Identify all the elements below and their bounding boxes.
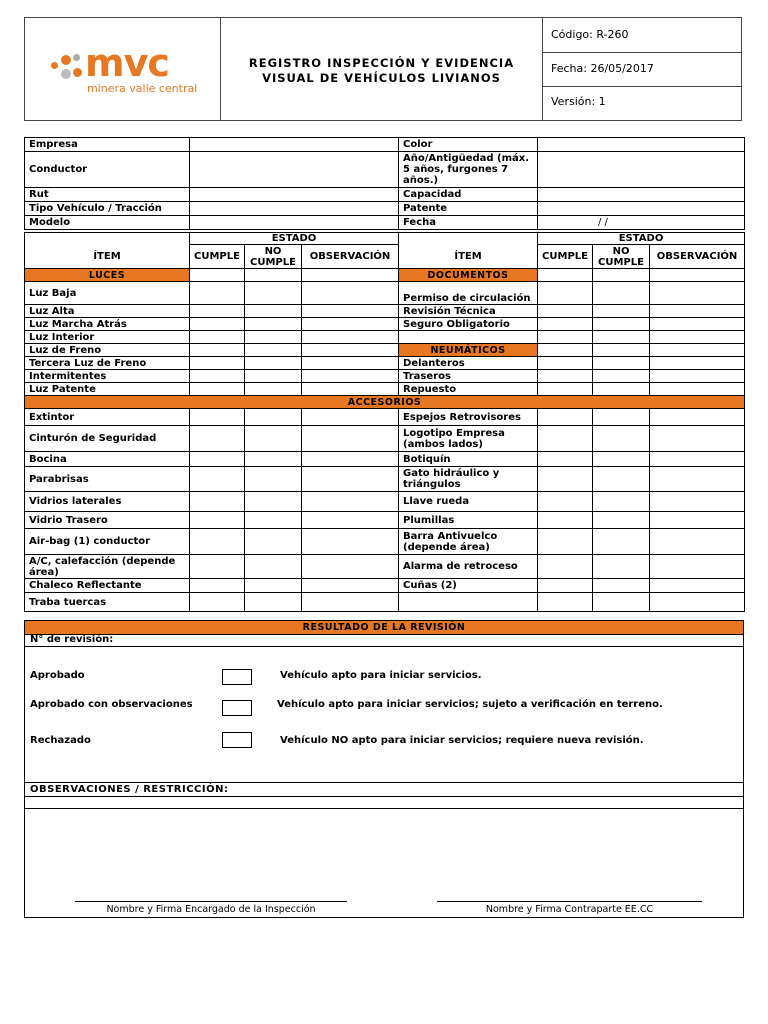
check-cell[interactable] (190, 331, 245, 344)
list-item: Gato hidráulico y triángulos (399, 467, 538, 492)
check-cell[interactable] (190, 426, 245, 452)
field-capacidad[interactable] (538, 188, 745, 202)
no-cumple-header-left: NO CUMPLE (245, 245, 302, 269)
obs-cell[interactable] (302, 370, 399, 383)
check-cell[interactable] (245, 452, 302, 467)
list-item: Botiquín (399, 452, 538, 467)
field-tipo-vehiculo[interactable] (190, 202, 399, 216)
logo-dot (51, 62, 58, 69)
section-neumaticos: NEUMÁTICOS (399, 344, 538, 357)
list-item: Traseros (399, 370, 538, 383)
resultado-title: RESULTADO DE LA REVISIÓN (25, 621, 743, 635)
check-cell[interactable] (190, 318, 245, 331)
rechazado-label: Rechazado (30, 735, 91, 746)
list-item: Bocina (25, 452, 190, 467)
check-cell[interactable] (190, 492, 245, 512)
check-cell[interactable] (593, 282, 650, 305)
label-tipo-vehiculo: Tipo Vehículo / Tracción (25, 202, 190, 216)
label-color: Color (399, 138, 538, 152)
check-cell[interactable] (190, 579, 245, 593)
table-row (25, 529, 745, 555)
list-item: Cinturón de Seguridad (25, 426, 190, 452)
list-item: Luz Baja (25, 282, 190, 305)
check-cell[interactable] (245, 529, 302, 555)
list-item: Barra Antivuelco (depende área) (399, 529, 538, 555)
check-cell[interactable] (245, 331, 302, 344)
field-fecha[interactable]: / / (538, 216, 745, 230)
obs-cell[interactable] (650, 492, 745, 512)
field-modelo[interactable] (190, 216, 399, 230)
check-cell[interactable] (245, 383, 302, 396)
table-row (25, 426, 745, 452)
check-cell[interactable] (190, 512, 245, 529)
cumple-header-right: CUMPLE (538, 245, 593, 269)
obs-cell[interactable] (650, 467, 745, 492)
check-cell[interactable] (538, 529, 593, 555)
table-row (25, 579, 745, 593)
section-documentos: DOCUMENTOS (399, 269, 538, 282)
obs-cell[interactable] (650, 579, 745, 593)
check-cell[interactable] (245, 593, 302, 612)
check-cell[interactable] (593, 579, 650, 593)
field-rut[interactable] (190, 188, 399, 202)
check-cell[interactable] (245, 357, 302, 370)
item-header-left: ÍTEM (25, 245, 190, 269)
check-cell[interactable] (538, 383, 593, 396)
list-item: Cuñas (2) (399, 579, 538, 593)
check-cell[interactable] (190, 370, 245, 383)
obs-cell[interactable] (650, 452, 745, 467)
list-item: Delanteros (399, 357, 538, 370)
estado-header-right: ESTADO (538, 233, 745, 245)
list-item: Plumillas (399, 512, 538, 529)
list-item: Traba tuercas (25, 593, 190, 612)
check-cell[interactable] (593, 318, 650, 331)
obs-cell[interactable] (650, 305, 745, 318)
check-cell[interactable] (593, 529, 650, 555)
obs-cell[interactable] (650, 318, 745, 331)
list-item: Chaleco Reflectante (25, 579, 190, 593)
obs-cell[interactable] (650, 383, 745, 396)
obs-cell[interactable] (302, 305, 399, 318)
table-row (25, 409, 745, 426)
obs-cell[interactable] (302, 344, 399, 357)
check-cell[interactable] (245, 282, 302, 305)
aprobado-obs-label: Aprobado con observaciones (30, 699, 193, 710)
document-header (24, 17, 742, 121)
check-cell[interactable] (538, 579, 593, 593)
logo-dot (73, 54, 80, 61)
document-title-line2: VISUAL DE VEHÍCULOS LIVIANOS (262, 71, 501, 85)
list-item: Luz Marcha Atrás (25, 318, 190, 331)
check-cell[interactable] (190, 555, 245, 579)
check-cell[interactable] (538, 282, 593, 305)
table-row (25, 555, 745, 579)
label-capacidad: Capacidad (399, 188, 538, 202)
check-cell[interactable] (245, 409, 302, 426)
logo-dot (61, 55, 71, 65)
list-item: Vidrio Trasero (25, 512, 190, 529)
check-cell[interactable] (538, 409, 593, 426)
list-item: Intermitentes (25, 370, 190, 383)
label-empresa: Empresa (25, 138, 190, 152)
signature-line-contraparte[interactable] (437, 901, 702, 902)
check-cell[interactable] (190, 467, 245, 492)
obs-cell[interactable] (650, 357, 745, 370)
check-cell[interactable] (593, 370, 650, 383)
list-item: A/C, calefacción (depende área) (25, 555, 190, 579)
check-cell[interactable] (190, 344, 245, 357)
check-cell[interactable] (593, 593, 650, 612)
aprobado-label: Aprobado (30, 670, 85, 681)
obs-cell[interactable] (650, 409, 745, 426)
list-item: Luz de Freno (25, 344, 190, 357)
obs-cell[interactable] (302, 331, 399, 344)
aprobado-obs-description: Vehículo apto para iniciar servicios; sujeto a verificación en terreno. (277, 699, 663, 710)
obs-cell[interactable] (650, 555, 745, 579)
list-item: Tercera Luz de Freno (25, 357, 190, 370)
check-cell[interactable] (538, 512, 593, 529)
document-title-line1: REGISTRO INSPECCIÓN Y EVIDENCIA (248, 56, 515, 70)
table-row (25, 512, 745, 529)
estado-header-left: ESTADO (190, 233, 399, 245)
check-cell[interactable] (245, 555, 302, 579)
obs-cell[interactable] (650, 370, 745, 383)
obs-cell[interactable] (302, 409, 399, 426)
check-cell[interactable] (245, 467, 302, 492)
check-cell[interactable] (190, 409, 245, 426)
check-cell[interactable] (245, 305, 302, 318)
signature-caption-inspector: Nombre y Firma Encargado de la Inspección (106, 904, 316, 915)
section-luces: LUCES (25, 269, 190, 282)
logo-subtitle: minera valle central (87, 82, 198, 95)
list-item: Luz Patente (25, 383, 190, 396)
list-item: Vidrios laterales (25, 492, 190, 512)
obs-cell[interactable] (302, 492, 399, 512)
field-color[interactable] (538, 138, 745, 152)
field-conductor[interactable] (190, 152, 399, 188)
list-item: Luz Interior (25, 331, 190, 344)
no-cumple-header-right: NO CUMPLE (593, 245, 650, 269)
check-cell[interactable] (593, 467, 650, 492)
check-cell[interactable] (593, 492, 650, 512)
check-cell[interactable] (538, 492, 593, 512)
check-cell[interactable] (190, 593, 245, 612)
signature-caption-contraparte: Nombre y Firma Contraparte EE.CC (485, 904, 654, 915)
check-cell[interactable] (538, 370, 593, 383)
obs-cell[interactable] (302, 512, 399, 529)
signature-line-inspector[interactable] (75, 901, 347, 902)
logo-dot (73, 68, 82, 77)
check-cell[interactable] (245, 318, 302, 331)
obs-cell[interactable] (650, 593, 745, 612)
list-item: Luz Alta (25, 305, 190, 318)
label-antiguedad: Año/Antigüedad (máx. 5 años, furgones 7 años.) (399, 152, 538, 188)
list-item (399, 593, 538, 612)
check-cell[interactable] (538, 318, 593, 331)
obs-cell[interactable] (302, 282, 399, 305)
check-cell[interactable] (593, 383, 650, 396)
list-item: Repuesto (399, 383, 538, 396)
table-row (25, 492, 745, 512)
resultado-section (24, 620, 744, 918)
aprobado-obs-checkbox[interactable] (222, 700, 252, 716)
list-item: Alarma de retroceso (399, 555, 538, 579)
check-cell[interactable] (538, 452, 593, 467)
checklist-table (24, 232, 745, 612)
check-cell[interactable] (538, 426, 593, 452)
logo-text: mvc (85, 41, 169, 85)
list-item: Logotipo Empresa (ambos lados) (399, 426, 538, 452)
aprobado-description: Vehículo apto para iniciar servicios. (280, 670, 482, 681)
check-cell[interactable] (245, 492, 302, 512)
obs-cell[interactable] (302, 579, 399, 593)
check-cell[interactable] (593, 305, 650, 318)
check-cell[interactable] (538, 305, 593, 318)
check-cell[interactable] (593, 452, 650, 467)
label-fecha: Fecha (399, 216, 538, 230)
obs-cell[interactable] (302, 426, 399, 452)
list-item: Espejos Retrovisores (399, 409, 538, 426)
revision-number-label: N° de revisión: (30, 634, 114, 645)
obs-cell[interactable] (302, 555, 399, 579)
check-cell[interactable] (190, 305, 245, 318)
check-cell[interactable] (593, 357, 650, 370)
label-conductor: Conductor (25, 152, 190, 188)
list-item: Permiso de circulación (399, 282, 538, 305)
check-cell[interactable] (190, 529, 245, 555)
aprobado-checkbox[interactable] (222, 669, 252, 685)
cumple-header-left: CUMPLE (190, 245, 245, 269)
list-item: Seguro Obligatorio (399, 318, 538, 331)
list-item: Revisión Técnica (399, 305, 538, 318)
check-cell[interactable] (245, 370, 302, 383)
field-antiguedad[interactable] (538, 152, 745, 188)
obs-cell[interactable] (302, 593, 399, 612)
check-cell[interactable] (190, 357, 245, 370)
obs-cell[interactable] (302, 529, 399, 555)
label-patente: Patente (399, 202, 538, 216)
obs-cell[interactable] (302, 318, 399, 331)
list-item: Parabrisas (25, 467, 190, 492)
label-rut: Rut (25, 188, 190, 202)
check-cell[interactable] (538, 555, 593, 579)
document-version: Versión: 1 (551, 95, 606, 108)
check-cell[interactable] (593, 512, 650, 529)
obs-cell[interactable] (302, 383, 399, 396)
list-item: Air-bag (1) conductor (25, 529, 190, 555)
section-accesorios: ACCESORIOS (25, 396, 745, 409)
check-cell[interactable] (593, 409, 650, 426)
check-cell[interactable] (190, 282, 245, 305)
check-cell[interactable] (538, 467, 593, 492)
check-cell[interactable] (538, 357, 593, 370)
obs-cell[interactable] (650, 282, 745, 305)
field-empresa[interactable] (190, 138, 399, 152)
table-row (25, 467, 745, 492)
document-code: Código: R-260 (551, 28, 629, 41)
check-cell[interactable] (538, 593, 593, 612)
check-cell[interactable] (190, 452, 245, 467)
table-row (25, 452, 745, 467)
rechazado-description: Vehículo NO apto para iniciar servicios; requiere nueva revisión. (280, 735, 644, 746)
obs-cell[interactable] (302, 357, 399, 370)
logo-dot (61, 69, 71, 79)
label-modelo: Modelo (25, 216, 190, 230)
obs-cell[interactable] (650, 529, 745, 555)
rechazado-checkbox[interactable] (222, 732, 252, 748)
list-item: Extintor (25, 409, 190, 426)
vehicle-info-table (24, 137, 745, 230)
check-cell[interactable] (245, 426, 302, 452)
obs-cell[interactable] (650, 512, 745, 529)
check-cell[interactable] (245, 512, 302, 529)
observaciones-label: OBSERVACIONES / RESTRICCIÓN: (30, 784, 229, 795)
obs-cell[interactable] (302, 467, 399, 492)
item-header-right: ÍTEM (399, 245, 538, 269)
check-cell[interactable] (245, 344, 302, 357)
list-item: Llave rueda (399, 492, 538, 512)
observacion-header-left: OBSERVACIÓN (302, 245, 399, 269)
check-cell[interactable] (190, 383, 245, 396)
table-row (25, 593, 745, 612)
field-patente[interactable] (538, 202, 745, 216)
observacion-header-right: OBSERVACIÓN (650, 245, 745, 269)
check-cell[interactable] (593, 555, 650, 579)
check-cell[interactable] (593, 426, 650, 452)
check-cell[interactable] (245, 579, 302, 593)
document-date: Fecha: 26/05/2017 (551, 62, 654, 75)
obs-cell[interactable] (650, 426, 745, 452)
obs-cell[interactable] (302, 452, 399, 467)
